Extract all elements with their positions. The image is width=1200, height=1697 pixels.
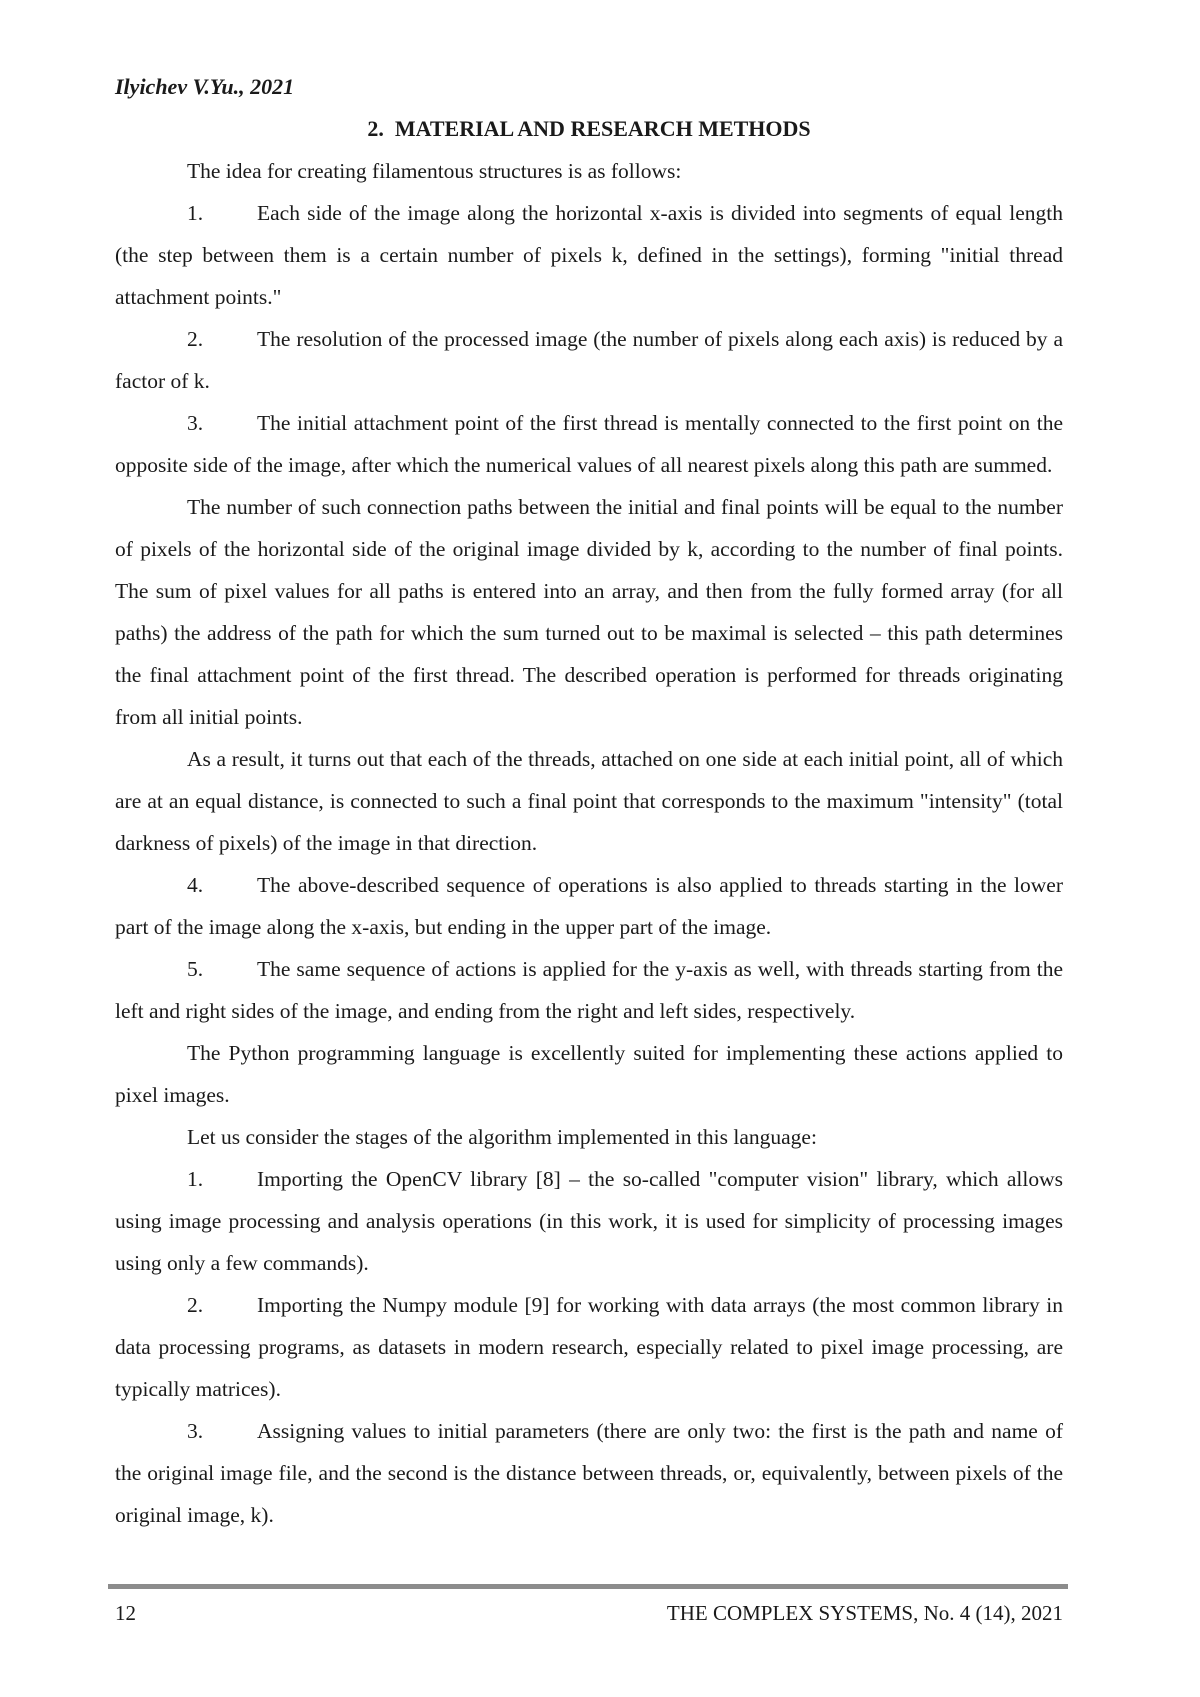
paragraph-stages: Let us consider the stages of the algorithm implemented in this language: (115, 1116, 1063, 1158)
list-item-text: Importing the Numpy module [9] for working with data arrays (the most common library in data processing programs, as datasets in modern research, especially related to pixel image processing, are typically matrices). (115, 1293, 1063, 1401)
page-number: 12 (115, 1598, 136, 1628)
list-item (115, 1158, 1063, 1284)
list-item-number: 2. (187, 318, 257, 360)
list-item-text: Importing the OpenCV library [8] – the so-called "computer vision" library, which allows using image processing and analysis operations (in this work, it is used for simplicity of processing images using only a few commands). (115, 1167, 1063, 1275)
page-footer (115, 1598, 1063, 1628)
paragraph-intro: The idea for creating filamentous structures is as follows: (115, 150, 1063, 192)
list-item (115, 948, 1063, 1032)
list-item-number: 1. (187, 1158, 257, 1200)
list-item-text: Assigning values to initial parameters (there are only two: the first is the path and name of the original image file, and the second is the distance between threads, or, equivalently, between pixels of the original image, k). (115, 1419, 1063, 1527)
list-item-text: Each side of the image along the horizontal x-axis is divided into segments of equal length (the step between them is a certain number of pixels k, defined in the settings), forming "initial thread attachment points." (115, 201, 1063, 309)
list-item (115, 864, 1063, 948)
list-item (115, 192, 1063, 318)
list-item-number: 2. (187, 1284, 257, 1326)
footer-divider (108, 1584, 1068, 1589)
list-item (115, 402, 1063, 486)
list-item-number: 5. (187, 948, 257, 990)
section-title: 2. MATERIAL AND RESEARCH METHODS (115, 114, 1063, 144)
list-item (115, 1410, 1063, 1536)
page-content (115, 72, 1063, 1536)
paragraph-python: The Python programming language is excellently suited for implementing these actions applied to pixel images. (115, 1032, 1063, 1116)
list-item-text: The resolution of the processed image (the number of pixels along each axis) is reduced by a factor of k. (115, 327, 1063, 393)
list-item-number: 3. (187, 402, 257, 444)
list-item-number: 3. (187, 1410, 257, 1452)
list-item-text: The same sequence of actions is applied for the y-axis as well, with threads starting from the left and right sides of the image, and ending from the right and left sides, respectively. (115, 957, 1063, 1023)
paragraph-result: As a result, it turns out that each of the threads, attached on one side at each initial point, all of which are at an equal distance, is connected to such a final point that corresponds to the maximum "intensity" (total darkness of pixels) of the image in that direction. (115, 738, 1063, 864)
paragraph-paths: The number of such connection paths between the initial and final points will be equal to the number of pixels of the horizontal side of the original image divided by k, according to the number of final points. The sum of pixel values for all paths is entered into an array, and then from the fully formed array (for all paths) the address of the path for which the sum turned out to be maximal is selected – this path determines the final attachment point of the first thread. The described operation is performed for threads originating from all initial points. (115, 486, 1063, 738)
running-head: Ilyichev V.Yu., 2021 (115, 72, 1063, 102)
list-item-number: 1. (187, 192, 257, 234)
list-item (115, 318, 1063, 402)
list-item-number: 4. (187, 864, 257, 906)
list-item-text: The initial attachment point of the first thread is mentally connected to the first point on the opposite side of the image, after which the numerical values of all nearest pixels along this path are summed. (115, 411, 1063, 477)
journal-name: THE COMPLEX SYSTEMS, No. 4 (14), 2021 (667, 1598, 1063, 1628)
list-item-text: The above-described sequence of operations is also applied to threads starting in the lower part of the image along the x-axis, but ending in the upper part of the image. (115, 873, 1063, 939)
list-item (115, 1284, 1063, 1410)
